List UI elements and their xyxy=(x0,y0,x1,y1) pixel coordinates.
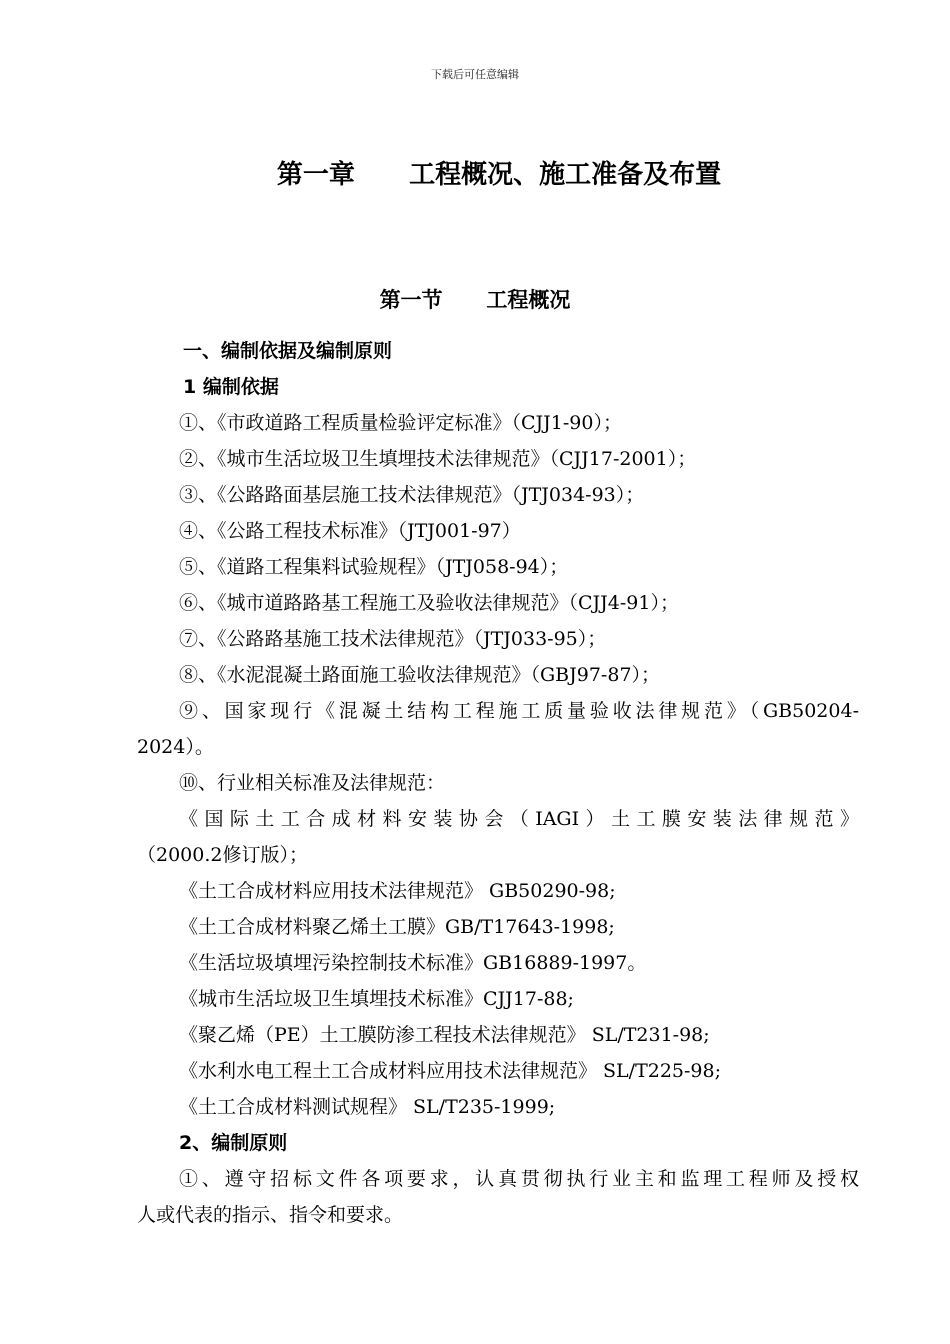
reference-item-9-line2: 2024）。 xyxy=(137,736,214,758)
reference-item-10: ⑩、行业相关标准及法律规范： xyxy=(179,772,446,794)
reference-item: ⑧、《水泥混凝土路面施工验收法律规范》（GBJ97-87）； xyxy=(179,664,661,686)
sub-reference-item: 《城市生活垃圾卫生填埋技术标准》CJJ17-88; xyxy=(179,988,574,1010)
sub-reference-item: 《聚乙烯（PE）土工膜防渗工程技术法律规范》 SL/T231-98; xyxy=(179,1024,710,1046)
sub-reference-item: 《土工合成材料测试规程》 SL/T235-1999; xyxy=(179,1096,556,1118)
reference-item-9-line1: ⑨、国家现行《混凝土结构工程施工质量验收法律规范》（GB50204- xyxy=(179,700,859,722)
iagi-reference-line1: 《国际土工合成材料安装协会（IAGI）土工膜安装法律规范》 xyxy=(179,808,859,830)
reference-item: ③、《公路路面基层施工技术法律规范》（JTJ034-93）； xyxy=(179,484,645,506)
reference-item: ①、《市政道路工程质量检验评定标准》（CJJ1-90）； xyxy=(179,412,622,434)
sub-reference-item: 《土工合成材料聚乙烯土工膜》GB/T17643-1998; xyxy=(179,916,615,938)
reference-item: ④、《公路工程技术标准》（JTJ001-97） xyxy=(179,520,521,542)
heading-basis-and-principles: 一、编制依据及编制原则 xyxy=(183,340,393,362)
document-body xyxy=(137,333,859,1233)
sub-reference-item: 《生活垃圾填埋污染控制技术标准》GB16889-1997。 xyxy=(179,952,647,974)
principle-item-1-line2: 人或代表的指示、指令和要求。 xyxy=(137,1204,404,1226)
reference-item: ②、《城市生活垃圾卫生填埋技术法律规范》（CJJ17-2001）； xyxy=(179,448,697,470)
sub-reference-item: 《水利水电工程土工合成材料应用技术法律规范》 SL/T225-98; xyxy=(179,1060,722,1082)
reference-item: ⑦、《公路路基施工技术法律规范》（JTJ033-95）； xyxy=(179,628,607,650)
heading-compilation-basis: 1 编制依据 xyxy=(183,376,279,398)
section-title: 第一节 工程概况 xyxy=(379,288,571,312)
reference-item: ⑤、《道路工程集料试验规程》（JTJ058-94）； xyxy=(179,556,569,578)
header-note: 下载后可任意编辑 xyxy=(431,68,519,81)
iagi-reference-line2: （2000.2修订版）； xyxy=(137,844,308,866)
heading-compilation-principles: 2、编制原则 xyxy=(179,1132,288,1154)
sub-reference-item: 《土工合成材料应用技术法律规范》 GB50290-98; xyxy=(179,880,616,902)
reference-item: ⑥、《城市道路路基工程施工及验收法律规范》（CJJ4-91）； xyxy=(179,592,679,614)
chapter-title: 第一章 工程概况、施工准备及布置 xyxy=(276,160,722,190)
principle-item-1-line1: ①、遵守招标文件各项要求，认真贯彻执行业主和监理工程师及授权 xyxy=(179,1168,859,1190)
